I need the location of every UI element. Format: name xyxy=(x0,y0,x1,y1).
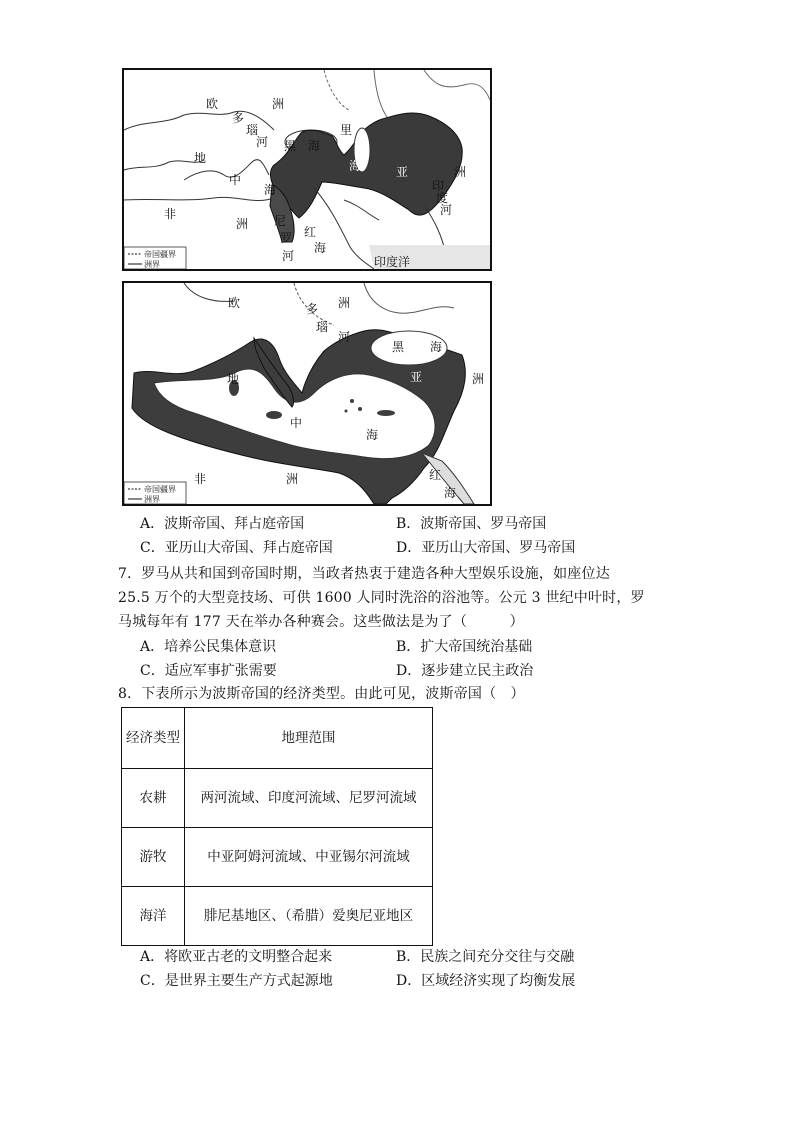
q8-stem: 8．下表所示为波斯帝国的经济类型。由此可见，波斯帝国（ ） xyxy=(118,686,525,702)
map2-label-9: 海 xyxy=(366,428,379,442)
map1-label-13: 河 xyxy=(440,203,453,217)
map1-legend-border: 帝国疆界 xyxy=(144,250,176,259)
q7-option-a[interactable]: A．培养公民集体意识 xyxy=(140,639,277,655)
map1-label-6: 海 xyxy=(308,139,321,153)
map1-label-17: 非 xyxy=(164,207,177,221)
header-economy-type: 经济类型 xyxy=(122,708,185,769)
map2-label-7: 地 xyxy=(227,372,240,386)
q8-option-b[interactable]: B．民族之间充分交往与交融 xyxy=(396,949,575,965)
q7-stem-line3: 马城每年有 177 天在举办各种赛会。这些做法是为了（ ） xyxy=(118,614,524,630)
map2-label-8: 中 xyxy=(290,416,303,430)
map-roman-empire xyxy=(122,281,492,506)
map2-label-10: 亚 xyxy=(410,370,423,384)
map2-label-15: 海 xyxy=(444,486,457,500)
map1-label-19: 尼 xyxy=(274,214,287,228)
q7-option-d[interactable]: D．逐步建立民主政治 xyxy=(396,663,534,679)
q8-option-c[interactable]: C．是世界主要生产方式起源地 xyxy=(140,973,333,989)
map1-label-4: 河 xyxy=(256,135,269,149)
row-type: 农耕 xyxy=(122,769,185,828)
map2-label-13: 洲 xyxy=(286,472,299,486)
q7-stem-line1: 7．罗马从共和国到帝国时期，当政者热衷于建造各种大型娱乐设施，如座位达 xyxy=(118,566,610,582)
map2-label-0: 欧 xyxy=(228,296,241,310)
map2-label-2: 多 xyxy=(306,302,319,316)
map1-label-9: 亚 xyxy=(396,165,409,179)
map1-label-11: 印 xyxy=(432,179,445,193)
q8-option-a[interactable]: A．将欧亚古老的文明整合起来 xyxy=(140,949,333,965)
q7-option-c[interactable]: C．适应军事扩张需要 xyxy=(140,663,277,679)
map1-label-8: 海 xyxy=(349,159,362,173)
map1-svg xyxy=(124,70,490,269)
economy-table xyxy=(121,707,433,946)
map2-label-5: 黑 xyxy=(392,340,405,354)
header-geo-range: 地理范围 xyxy=(185,708,433,769)
map1-label-21: 河 xyxy=(282,249,295,263)
map2-label-11: 洲 xyxy=(472,372,485,386)
row-range: 两河流域、印度河流域、尼罗河流域 xyxy=(185,769,433,828)
map1-label-12: 度 xyxy=(436,191,449,205)
map1-label-24: 印度洋 xyxy=(374,255,411,269)
q6-option-b[interactable]: B．波斯帝国、罗马帝国 xyxy=(396,516,547,532)
map2-label-4: 河 xyxy=(338,330,351,344)
map1-label-2: 多 xyxy=(232,111,245,125)
map2-label-14: 红 xyxy=(429,468,442,482)
map2-label-3: 瑙 xyxy=(316,320,329,334)
q8-option-d[interactable]: D．区域经济实现了均衡发展 xyxy=(396,973,576,989)
map2-legend-border: 帝国疆界 xyxy=(144,485,176,494)
row-range: 腓尼基地区、（希腊）爱奥尼亚地区 xyxy=(185,887,433,946)
q6-option-c[interactable]: C．亚历山大帝国、拜占庭帝国 xyxy=(140,540,333,556)
map1-label-16: 海 xyxy=(264,183,277,197)
map2-legend-continent: 洲界 xyxy=(144,495,160,504)
table-header-row xyxy=(122,708,433,769)
map1-label-7: 里 xyxy=(340,123,353,137)
map1-label-15: 中 xyxy=(229,173,242,187)
map2-label-1: 洲 xyxy=(338,296,351,310)
q6-option-d[interactable]: D．亚历山大帝国、罗马帝国 xyxy=(396,540,576,556)
map1-label-14: 地 xyxy=(194,151,207,165)
map-persian-empire xyxy=(122,68,492,271)
table-row xyxy=(122,828,433,887)
map2-label-6: 海 xyxy=(430,340,443,354)
table-row xyxy=(122,887,433,946)
map1-label-10: 洲 xyxy=(454,165,467,179)
map2-svg xyxy=(124,283,490,504)
table-row xyxy=(122,769,433,828)
row-range: 中亚阿姆河流域、中亚锡尔河流域 xyxy=(185,828,433,887)
map1-label-22: 红 xyxy=(304,225,317,239)
map2-label-12: 非 xyxy=(194,472,207,486)
map1-label-0: 欧 xyxy=(206,97,219,111)
row-type: 海洋 xyxy=(122,887,185,946)
row-type: 游牧 xyxy=(122,828,185,887)
map1-label-18: 洲 xyxy=(236,217,249,231)
q6-option-a[interactable]: A．波斯帝国、拜占庭帝国 xyxy=(140,516,305,532)
map1-legend-continent: 洲界 xyxy=(144,260,160,269)
map1-label-3: 瑙 xyxy=(246,123,259,137)
map1-label-5: 黑 xyxy=(284,139,297,153)
map1-label-1: 洲 xyxy=(272,97,285,111)
q7-option-b[interactable]: B．扩大帝国统治基础 xyxy=(396,639,533,655)
q7-stem-line2: 25.5 万个的大型竞技场、可供 1600 人同时洗浴的浴池等。公元 3 世纪中叶时，罗 xyxy=(118,590,645,606)
map1-label-20: 罗 xyxy=(280,231,293,245)
map1-label-23: 海 xyxy=(314,241,327,255)
